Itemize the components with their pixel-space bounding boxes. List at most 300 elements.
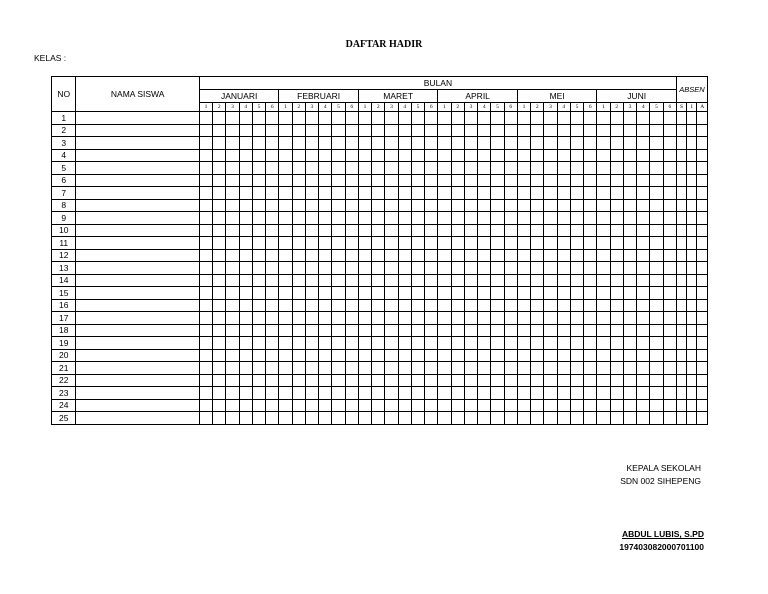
student-name-cell[interactable] xyxy=(76,237,199,250)
attendance-cell[interactable] xyxy=(597,237,610,250)
attendance-cell[interactable] xyxy=(239,362,252,375)
student-name-cell[interactable] xyxy=(76,162,199,175)
attendance-cell[interactable] xyxy=(345,162,358,175)
attendance-cell[interactable] xyxy=(557,112,570,125)
attendance-cell[interactable] xyxy=(491,324,504,337)
attendance-cell[interactable] xyxy=(213,212,226,225)
attendance-cell[interactable] xyxy=(504,287,517,300)
attendance-cell[interactable] xyxy=(305,149,318,162)
attendance-cell[interactable] xyxy=(544,299,557,312)
attendance-cell[interactable] xyxy=(504,412,517,425)
attendance-cell[interactable] xyxy=(305,374,318,387)
attendance-cell[interactable] xyxy=(697,187,708,200)
attendance-cell[interactable] xyxy=(279,349,292,362)
attendance-cell[interactable] xyxy=(279,362,292,375)
attendance-cell[interactable] xyxy=(332,224,345,237)
attendance-cell[interactable] xyxy=(305,162,318,175)
attendance-cell[interactable] xyxy=(319,374,332,387)
attendance-cell[interactable] xyxy=(345,199,358,212)
attendance-cell[interactable] xyxy=(650,174,663,187)
attendance-cell[interactable] xyxy=(557,287,570,300)
attendance-cell[interactable] xyxy=(584,212,597,225)
attendance-cell[interactable] xyxy=(544,274,557,287)
student-name-cell[interactable] xyxy=(76,174,199,187)
attendance-cell[interactable] xyxy=(610,262,623,275)
attendance-cell[interactable] xyxy=(411,387,424,400)
attendance-cell[interactable] xyxy=(438,262,451,275)
attendance-cell[interactable] xyxy=(637,124,650,137)
attendance-cell[interactable] xyxy=(398,362,411,375)
attendance-cell[interactable] xyxy=(226,337,239,350)
attendance-cell[interactable] xyxy=(411,362,424,375)
attendance-cell[interactable] xyxy=(663,274,676,287)
attendance-cell[interactable] xyxy=(637,374,650,387)
attendance-cell[interactable] xyxy=(358,387,371,400)
attendance-cell[interactable] xyxy=(425,412,438,425)
attendance-cell[interactable] xyxy=(504,237,517,250)
attendance-cell[interactable] xyxy=(438,174,451,187)
student-name-cell[interactable] xyxy=(76,412,199,425)
attendance-cell[interactable] xyxy=(252,224,265,237)
attendance-cell[interactable] xyxy=(610,249,623,262)
attendance-cell[interactable] xyxy=(531,149,544,162)
attendance-cell[interactable] xyxy=(478,112,491,125)
attendance-cell[interactable] xyxy=(663,212,676,225)
attendance-cell[interactable] xyxy=(226,224,239,237)
attendance-cell[interactable] xyxy=(663,362,676,375)
attendance-cell[interactable] xyxy=(544,224,557,237)
attendance-cell[interactable] xyxy=(570,287,583,300)
attendance-cell[interactable] xyxy=(398,337,411,350)
attendance-cell[interactable] xyxy=(570,412,583,425)
attendance-cell[interactable] xyxy=(372,312,385,325)
attendance-cell[interactable] xyxy=(451,199,464,212)
attendance-cell[interactable] xyxy=(464,299,477,312)
attendance-cell[interactable] xyxy=(252,287,265,300)
attendance-cell[interactable] xyxy=(544,212,557,225)
attendance-cell[interactable] xyxy=(451,299,464,312)
attendance-cell[interactable] xyxy=(478,412,491,425)
attendance-cell[interactable] xyxy=(266,112,279,125)
attendance-cell[interactable] xyxy=(687,374,697,387)
attendance-cell[interactable] xyxy=(266,224,279,237)
attendance-cell[interactable] xyxy=(517,324,530,337)
attendance-cell[interactable] xyxy=(411,374,424,387)
student-name-cell[interactable] xyxy=(76,187,199,200)
attendance-cell[interactable] xyxy=(570,262,583,275)
attendance-cell[interactable] xyxy=(584,287,597,300)
attendance-cell[interactable] xyxy=(597,412,610,425)
attendance-cell[interactable] xyxy=(650,299,663,312)
attendance-cell[interactable] xyxy=(504,137,517,150)
attendance-cell[interactable] xyxy=(557,212,570,225)
attendance-cell[interactable] xyxy=(637,324,650,337)
attendance-cell[interactable] xyxy=(451,262,464,275)
attendance-cell[interactable] xyxy=(358,224,371,237)
attendance-cell[interactable] xyxy=(411,187,424,200)
attendance-cell[interactable] xyxy=(697,199,708,212)
attendance-cell[interactable] xyxy=(411,174,424,187)
attendance-cell[interactable] xyxy=(464,337,477,350)
attendance-cell[interactable] xyxy=(345,137,358,150)
attendance-cell[interactable] xyxy=(544,349,557,362)
attendance-cell[interactable] xyxy=(464,362,477,375)
attendance-cell[interactable] xyxy=(557,374,570,387)
attendance-cell[interactable] xyxy=(517,299,530,312)
attendance-cell[interactable] xyxy=(584,374,597,387)
attendance-cell[interactable] xyxy=(305,362,318,375)
attendance-cell[interactable] xyxy=(213,274,226,287)
attendance-cell[interactable] xyxy=(292,274,305,287)
attendance-cell[interactable] xyxy=(398,412,411,425)
attendance-cell[interactable] xyxy=(213,162,226,175)
attendance-cell[interactable] xyxy=(557,387,570,400)
attendance-cell[interactable] xyxy=(464,287,477,300)
attendance-cell[interactable] xyxy=(584,324,597,337)
attendance-cell[interactable] xyxy=(491,187,504,200)
attendance-cell[interactable] xyxy=(332,124,345,137)
attendance-cell[interactable] xyxy=(199,187,212,200)
attendance-cell[interactable] xyxy=(385,412,398,425)
attendance-cell[interactable] xyxy=(687,174,697,187)
attendance-cell[interactable] xyxy=(226,162,239,175)
attendance-cell[interactable] xyxy=(570,337,583,350)
attendance-cell[interactable] xyxy=(504,149,517,162)
attendance-cell[interactable] xyxy=(491,399,504,412)
attendance-cell[interactable] xyxy=(544,262,557,275)
attendance-cell[interactable] xyxy=(319,387,332,400)
attendance-cell[interactable] xyxy=(687,137,697,150)
attendance-cell[interactable] xyxy=(358,162,371,175)
attendance-cell[interactable] xyxy=(570,212,583,225)
attendance-cell[interactable] xyxy=(623,212,636,225)
attendance-cell[interactable] xyxy=(332,287,345,300)
attendance-cell[interactable] xyxy=(199,249,212,262)
attendance-cell[interactable] xyxy=(305,399,318,412)
attendance-cell[interactable] xyxy=(610,412,623,425)
attendance-cell[interactable] xyxy=(676,374,686,387)
attendance-cell[interactable] xyxy=(411,324,424,337)
attendance-cell[interactable] xyxy=(697,112,708,125)
attendance-cell[interactable] xyxy=(663,237,676,250)
student-name-cell[interactable] xyxy=(76,324,199,337)
attendance-cell[interactable] xyxy=(358,324,371,337)
attendance-cell[interactable] xyxy=(385,399,398,412)
attendance-cell[interactable] xyxy=(292,399,305,412)
attendance-cell[interactable] xyxy=(411,274,424,287)
attendance-cell[interactable] xyxy=(464,112,477,125)
attendance-cell[interactable] xyxy=(584,262,597,275)
attendance-cell[interactable] xyxy=(199,412,212,425)
attendance-cell[interactable] xyxy=(687,399,697,412)
attendance-cell[interactable] xyxy=(332,312,345,325)
attendance-cell[interactable] xyxy=(372,299,385,312)
attendance-cell[interactable] xyxy=(663,387,676,400)
attendance-cell[interactable] xyxy=(597,112,610,125)
attendance-cell[interactable] xyxy=(623,337,636,350)
attendance-cell[interactable] xyxy=(438,162,451,175)
attendance-cell[interactable] xyxy=(570,174,583,187)
attendance-cell[interactable] xyxy=(531,112,544,125)
attendance-cell[interactable] xyxy=(239,337,252,350)
attendance-cell[interactable] xyxy=(345,262,358,275)
attendance-cell[interactable] xyxy=(517,199,530,212)
attendance-cell[interactable] xyxy=(637,337,650,350)
attendance-cell[interactable] xyxy=(491,237,504,250)
attendance-cell[interactable] xyxy=(226,212,239,225)
attendance-cell[interactable] xyxy=(557,274,570,287)
attendance-cell[interactable] xyxy=(385,349,398,362)
attendance-cell[interactable] xyxy=(464,224,477,237)
attendance-cell[interactable] xyxy=(398,312,411,325)
attendance-cell[interactable] xyxy=(226,187,239,200)
attendance-cell[interactable] xyxy=(252,112,265,125)
attendance-cell[interactable] xyxy=(438,374,451,387)
attendance-cell[interactable] xyxy=(385,287,398,300)
student-name-cell[interactable] xyxy=(76,374,199,387)
attendance-cell[interactable] xyxy=(464,324,477,337)
attendance-cell[interactable] xyxy=(517,287,530,300)
attendance-cell[interactable] xyxy=(213,374,226,387)
attendance-cell[interactable] xyxy=(584,249,597,262)
attendance-cell[interactable] xyxy=(650,124,663,137)
attendance-cell[interactable] xyxy=(358,137,371,150)
attendance-cell[interactable] xyxy=(226,399,239,412)
attendance-cell[interactable] xyxy=(279,312,292,325)
attendance-cell[interactable] xyxy=(637,249,650,262)
attendance-cell[interactable] xyxy=(226,199,239,212)
student-name-cell[interactable] xyxy=(76,212,199,225)
attendance-cell[interactable] xyxy=(345,174,358,187)
attendance-cell[interactable] xyxy=(584,224,597,237)
attendance-cell[interactable] xyxy=(697,362,708,375)
attendance-cell[interactable] xyxy=(676,112,686,125)
attendance-cell[interactable] xyxy=(584,349,597,362)
attendance-cell[interactable] xyxy=(385,249,398,262)
attendance-cell[interactable] xyxy=(199,149,212,162)
attendance-cell[interactable] xyxy=(252,337,265,350)
attendance-cell[interactable] xyxy=(663,174,676,187)
attendance-cell[interactable] xyxy=(531,262,544,275)
attendance-cell[interactable] xyxy=(610,224,623,237)
attendance-cell[interactable] xyxy=(305,349,318,362)
attendance-cell[interactable] xyxy=(292,187,305,200)
attendance-cell[interactable] xyxy=(637,174,650,187)
attendance-cell[interactable] xyxy=(213,399,226,412)
attendance-cell[interactable] xyxy=(398,162,411,175)
attendance-cell[interactable] xyxy=(438,287,451,300)
attendance-cell[interactable] xyxy=(517,212,530,225)
attendance-cell[interactable] xyxy=(252,212,265,225)
attendance-cell[interactable] xyxy=(650,224,663,237)
attendance-cell[interactable] xyxy=(464,237,477,250)
attendance-cell[interactable] xyxy=(464,262,477,275)
attendance-cell[interactable] xyxy=(504,374,517,387)
attendance-cell[interactable] xyxy=(517,162,530,175)
attendance-cell[interactable] xyxy=(687,362,697,375)
attendance-cell[interactable] xyxy=(266,187,279,200)
attendance-cell[interactable] xyxy=(385,112,398,125)
attendance-cell[interactable] xyxy=(676,187,686,200)
attendance-cell[interactable] xyxy=(584,149,597,162)
attendance-cell[interactable] xyxy=(504,274,517,287)
attendance-cell[interactable] xyxy=(199,299,212,312)
attendance-cell[interactable] xyxy=(597,399,610,412)
attendance-cell[interactable] xyxy=(491,337,504,350)
attendance-cell[interactable] xyxy=(332,324,345,337)
attendance-cell[interactable] xyxy=(425,337,438,350)
attendance-cell[interactable] xyxy=(650,349,663,362)
attendance-cell[interactable] xyxy=(663,287,676,300)
attendance-cell[interactable] xyxy=(305,124,318,137)
attendance-cell[interactable] xyxy=(637,412,650,425)
attendance-cell[interactable] xyxy=(464,124,477,137)
attendance-cell[interactable] xyxy=(531,399,544,412)
attendance-cell[interactable] xyxy=(517,412,530,425)
attendance-cell[interactable] xyxy=(279,112,292,125)
attendance-cell[interactable] xyxy=(226,174,239,187)
attendance-cell[interactable] xyxy=(491,374,504,387)
attendance-cell[interactable] xyxy=(697,412,708,425)
attendance-cell[interactable] xyxy=(451,249,464,262)
attendance-cell[interactable] xyxy=(557,349,570,362)
attendance-cell[interactable] xyxy=(650,162,663,175)
attendance-cell[interactable] xyxy=(292,349,305,362)
attendance-cell[interactable] xyxy=(531,124,544,137)
attendance-cell[interactable] xyxy=(305,262,318,275)
attendance-cell[interactable] xyxy=(438,274,451,287)
attendance-cell[interactable] xyxy=(687,162,697,175)
attendance-cell[interactable] xyxy=(697,237,708,250)
attendance-cell[interactable] xyxy=(358,149,371,162)
attendance-cell[interactable] xyxy=(398,349,411,362)
attendance-cell[interactable] xyxy=(358,174,371,187)
attendance-cell[interactable] xyxy=(199,237,212,250)
attendance-cell[interactable] xyxy=(451,362,464,375)
attendance-cell[interactable] xyxy=(478,224,491,237)
student-name-cell[interactable] xyxy=(76,387,199,400)
attendance-cell[interactable] xyxy=(610,149,623,162)
attendance-cell[interactable] xyxy=(438,237,451,250)
attendance-cell[interactable] xyxy=(597,124,610,137)
attendance-cell[interactable] xyxy=(345,212,358,225)
attendance-cell[interactable] xyxy=(292,374,305,387)
attendance-cell[interactable] xyxy=(332,337,345,350)
attendance-cell[interactable] xyxy=(697,249,708,262)
attendance-cell[interactable] xyxy=(610,362,623,375)
attendance-cell[interactable] xyxy=(226,274,239,287)
attendance-cell[interactable] xyxy=(438,249,451,262)
attendance-cell[interactable] xyxy=(385,374,398,387)
attendance-cell[interactable] xyxy=(279,199,292,212)
attendance-cell[interactable] xyxy=(687,312,697,325)
attendance-cell[interactable] xyxy=(213,287,226,300)
student-name-cell[interactable] xyxy=(76,137,199,150)
attendance-cell[interactable] xyxy=(358,412,371,425)
attendance-cell[interactable] xyxy=(199,387,212,400)
attendance-cell[interactable] xyxy=(319,324,332,337)
attendance-cell[interactable] xyxy=(697,274,708,287)
attendance-cell[interactable] xyxy=(531,187,544,200)
attendance-cell[interactable] xyxy=(305,299,318,312)
attendance-cell[interactable] xyxy=(650,274,663,287)
attendance-cell[interactable] xyxy=(345,299,358,312)
attendance-cell[interactable] xyxy=(478,349,491,362)
attendance-cell[interactable] xyxy=(226,137,239,150)
attendance-cell[interactable] xyxy=(557,412,570,425)
attendance-cell[interactable] xyxy=(398,174,411,187)
attendance-cell[interactable] xyxy=(252,399,265,412)
attendance-cell[interactable] xyxy=(199,312,212,325)
attendance-cell[interactable] xyxy=(610,137,623,150)
attendance-cell[interactable] xyxy=(305,199,318,212)
attendance-cell[interactable] xyxy=(425,387,438,400)
attendance-cell[interactable] xyxy=(623,124,636,137)
attendance-cell[interactable] xyxy=(199,337,212,350)
attendance-cell[interactable] xyxy=(557,362,570,375)
attendance-cell[interactable] xyxy=(411,137,424,150)
attendance-cell[interactable] xyxy=(451,399,464,412)
attendance-cell[interactable] xyxy=(650,387,663,400)
attendance-cell[interactable] xyxy=(597,337,610,350)
attendance-cell[interactable] xyxy=(557,124,570,137)
attendance-cell[interactable] xyxy=(279,212,292,225)
attendance-cell[interactable] xyxy=(650,337,663,350)
attendance-cell[interactable] xyxy=(239,387,252,400)
attendance-cell[interactable] xyxy=(687,212,697,225)
attendance-cell[interactable] xyxy=(252,249,265,262)
attendance-cell[interactable] xyxy=(372,162,385,175)
attendance-cell[interactable] xyxy=(411,337,424,350)
attendance-cell[interactable] xyxy=(226,112,239,125)
attendance-cell[interactable] xyxy=(438,337,451,350)
attendance-cell[interactable] xyxy=(358,187,371,200)
attendance-cell[interactable] xyxy=(332,412,345,425)
student-name-cell[interactable] xyxy=(76,224,199,237)
attendance-cell[interactable] xyxy=(610,199,623,212)
attendance-cell[interactable] xyxy=(650,374,663,387)
attendance-cell[interactable] xyxy=(266,162,279,175)
attendance-cell[interactable] xyxy=(650,237,663,250)
attendance-cell[interactable] xyxy=(478,374,491,387)
attendance-cell[interactable] xyxy=(676,287,686,300)
attendance-cell[interactable] xyxy=(623,274,636,287)
attendance-cell[interactable] xyxy=(438,324,451,337)
attendance-cell[interactable] xyxy=(623,174,636,187)
attendance-cell[interactable] xyxy=(464,374,477,387)
attendance-cell[interactable] xyxy=(199,212,212,225)
attendance-cell[interactable] xyxy=(438,187,451,200)
attendance-cell[interactable] xyxy=(687,199,697,212)
attendance-cell[interactable] xyxy=(544,387,557,400)
attendance-cell[interactable] xyxy=(663,162,676,175)
attendance-cell[interactable] xyxy=(478,174,491,187)
attendance-cell[interactable] xyxy=(292,262,305,275)
attendance-cell[interactable] xyxy=(597,274,610,287)
attendance-cell[interactable] xyxy=(279,412,292,425)
student-name-cell[interactable] xyxy=(76,274,199,287)
attendance-cell[interactable] xyxy=(650,312,663,325)
attendance-cell[interactable] xyxy=(451,412,464,425)
attendance-cell[interactable] xyxy=(623,149,636,162)
attendance-cell[interactable] xyxy=(610,312,623,325)
attendance-cell[interactable] xyxy=(266,274,279,287)
attendance-cell[interactable] xyxy=(292,212,305,225)
attendance-cell[interactable] xyxy=(358,249,371,262)
attendance-cell[interactable] xyxy=(332,349,345,362)
attendance-cell[interactable] xyxy=(292,162,305,175)
attendance-cell[interactable] xyxy=(345,237,358,250)
